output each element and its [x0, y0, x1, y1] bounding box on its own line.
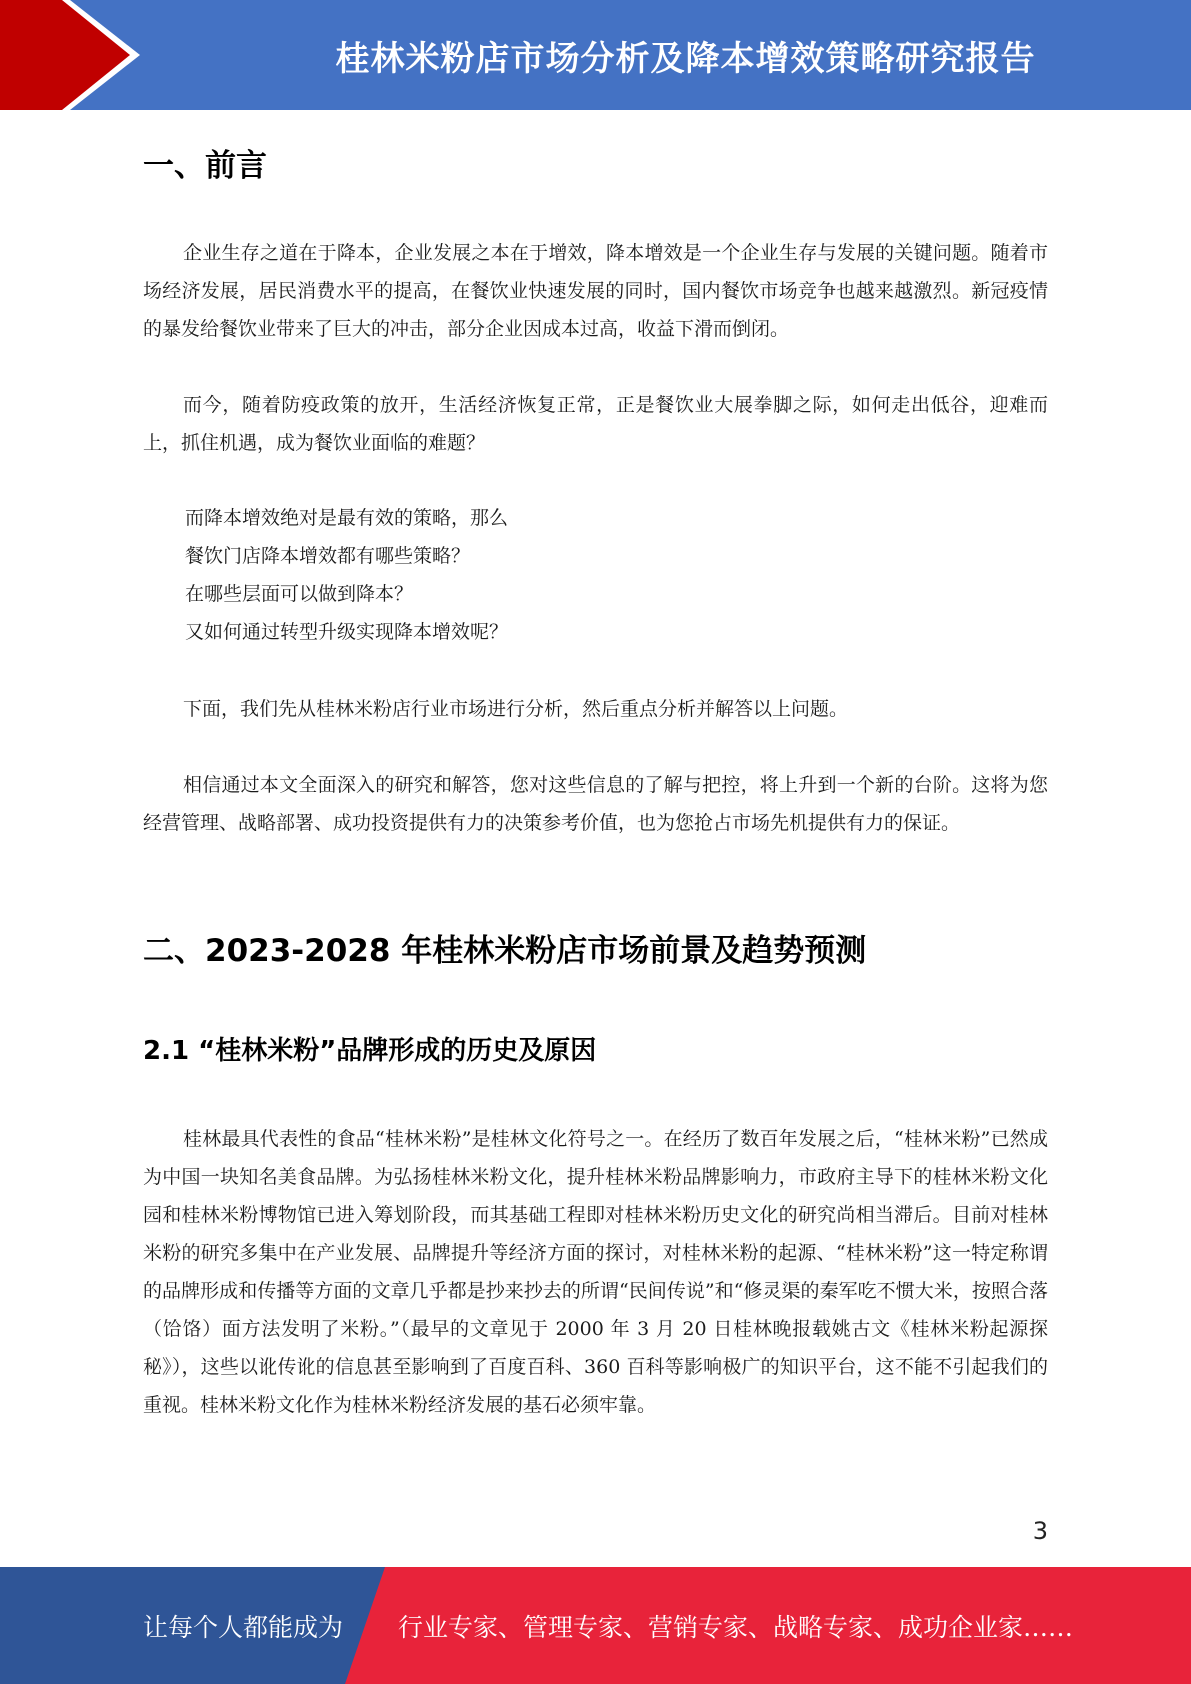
question-line: 而降本增效绝对是最有效的策略，那么 — [185, 507, 509, 529]
subsection-heading: 2.1 “桂林米粉”品牌形成的历史及原因 — [143, 1036, 597, 1066]
footer-slogan-left: 让每个人都能成为 — [143, 1612, 344, 1642]
preface-paragraph-4: 相信通过本文全面深入的研究和解答，您对这些信息的了解与把控，将上升到一个新的台阶。这将为您经营管理、战略部署、成功投资提供有力的决策参考价值，也为您抢占市场先机提供有力的保证。 — [143, 774, 1048, 834]
question-line: 在哪些层面可以做到降本？ — [185, 583, 414, 605]
page-header — [0, 0, 1191, 110]
history-paragraph: 桂林最具代表性的食品“桂林米粉”是桂林文化符号之一。在经历了数百年发展之后，“桂林米粉”已然成为中国一块知名美食品牌。为弘扬桂林米粉文化，提升桂林米粉品牌影响力，市政府主导下的桂林米粉文化园和桂林米粉博物馆已进入筹划阶段，而其基础工程即对桂林米粉历史文化的研究尚相当滞后。目前对桂林米粉的研究多集中在产业发展、品牌提升等经济方面的探讨，对桂林米粉的起源、“桂林米粉”这一特定称谓的品牌形成和传播等方面的文章几乎都是抄来抄去的所谓“民间传说”和“修灵渠的秦军吃不惯大米，按照合落（饸饹）面方法发明了米粉。”（最早的文章见于 2000 年 3 月 20 日桂林晚报载姚古文《桂林米粉起源探秘》），这些以讹传讹的信息甚至影响到了百度百科、360 百科等影响极广的知识平台，这不能不引起我们的重视。桂林米粉文化作为桂林米粉经济发展的基石必须牢靠。 — [143, 1128, 1048, 1416]
section-heading-preface: 一、前言 — [143, 148, 267, 184]
footer-slogan-right: 行业专家、管理专家、营销专家、战略专家、成功企业家…… — [398, 1612, 1074, 1642]
question-line: 餐饮门店降本增效都有哪些策略？ — [185, 545, 471, 567]
preface-paragraph-1: 企业生存之道在于降本，企业发展之本在于增效，降本增效是一个企业生存与发展的关键问题。随着市场经济发展，居民消费水平的提高，在餐饮业快速发展的同时，国内餐饮市场竞争也越来越激烈。新冠疫情的暴发给餐饮业带来了巨大的冲击，部分企业因成本过高，收益下滑而倒闭。 — [143, 242, 1048, 340]
section-heading-forecast: 二、2023-2028 年桂林米粉店市场前景及趋势预测 — [143, 933, 867, 969]
header-title: 桂林米粉店市场分析及降本增效策略研究报告 — [335, 38, 1036, 79]
question-line: 又如何通过转型升级实现降本增效呢？ — [185, 621, 509, 643]
preface-paragraph-3: 下面，我们先从桂林米粉店行业市场进行分析，然后重点分析并解答以上问题。 — [183, 698, 849, 720]
preface-paragraph-2: 而今，随着防疫政策的放开，生活经济恢复正常，正是餐饮业大展拳脚之际，如何走出低谷，迎难而上，抓住机遇，成为餐饮业面临的难题？ — [143, 394, 1048, 454]
page-number: 3 — [1032, 1517, 1048, 1545]
page-footer — [0, 1567, 1191, 1684]
